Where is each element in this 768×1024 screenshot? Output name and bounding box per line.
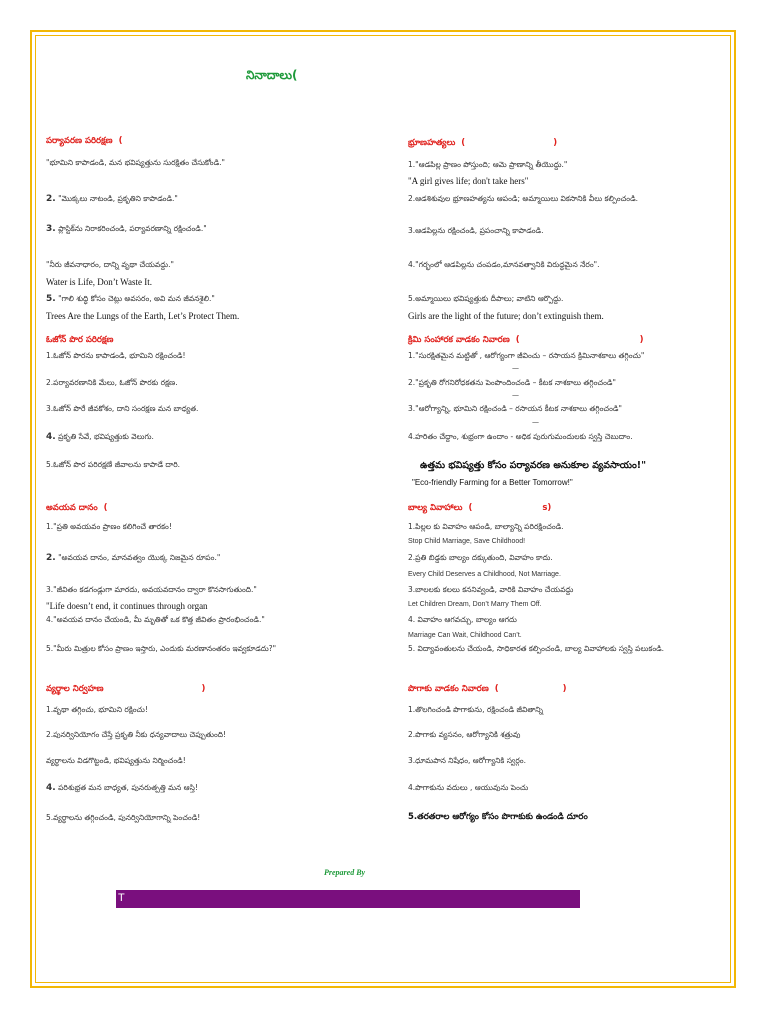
child-marriage-line-3: 3.బాలలకు కలలు కననివ్వండి, వారికి వివాహం చేయవద్దు — [408, 585, 574, 594]
child-marriage-line-5: 5. విద్యావంతులను చేయండి, సాధికారత కల్పించండి, బాల్య వివాహాలకు స్వస్తి పలుకండి. — [408, 644, 665, 653]
env-num-2: 2. — [46, 194, 56, 204]
organ-line-2 — [46, 553, 220, 563]
heading-text: పర్యావరణ పరిరక్షణ — [46, 136, 113, 146]
tobacco-line-5: 5.తరతరాల ఆరోగ్యం కోసం పొగాకుకు ఉండండి దూరం — [408, 812, 588, 822]
heading-paren-close: ) — [562, 684, 567, 694]
author-bar — [116, 890, 580, 908]
env-line-5 — [46, 294, 215, 304]
section-heading-tobacco — [408, 684, 567, 696]
foeticide-line-2: 2.ఆడశిశువుల భ్రూణహత్యను ఆపండి; అమ్మాయిలు వికసానికి వీలు కల్పించండి. — [408, 194, 639, 203]
tobacco-line-2: 2.పొగాకు వ్యసనం, ఆరోగ్యానికి శత్రువు — [408, 730, 521, 739]
heading-paren-close: s) — [542, 503, 552, 513]
env-num-5: 5. — [46, 294, 56, 304]
pesticide-line-2: 2."ప్రకృతి రోగనిరోధకతను పెంపొందించండి – కీటక నాశకాలు తగ్గించండి" — [408, 378, 616, 387]
heading-paren-close: ) — [639, 335, 644, 345]
organ-line-3: 3."జీవితం కడగండ్లుగా మారదు, అవయవదానం ద్వారా కొనసాగుతుంది." — [46, 585, 257, 594]
organ-english: "Life doesn’t end, it continues through organ — [46, 601, 208, 611]
ozone-line-5: 5.ఓజోన్ పొర పరిరక్షణే జీవాలను కాపాడే దారి. — [46, 460, 181, 469]
env-line-3 — [46, 224, 207, 234]
pesticide-slogan: ఉత్తమ భవిష్యత్తు కోసం పర్యావరణ అనుకూల వ్యవసాయం!" — [420, 460, 647, 471]
page-title: నినాదాలు( — [246, 68, 298, 82]
waste-num-4: 4. — [46, 783, 56, 793]
heading-paren-open: ( — [461, 138, 466, 148]
env-english-1: Water is Life, Don’t Waste It. — [46, 277, 152, 287]
heading-paren-open: ( — [494, 684, 499, 694]
pesticide-line-4: 4.హరితం చేద్దాం, శుభ్రంగా ఉందాం - అధిక పురుగుమందులకు స్వస్తి చెబుదాం. — [408, 432, 633, 441]
env-line-2-text: "మొక్కలు నాటండి, ప్రకృతిని కాపాడండి." — [58, 194, 178, 203]
env-line-1: "భూమిని కాపాడండి, మన భవిష్యత్తును సురక్షితం చేసుకోండి." — [46, 158, 225, 167]
section-heading-pesticide — [408, 335, 644, 347]
pesticide-line-3: 3."ఆరోగ్యాన్ని, భూమిని రక్షించండి – రసాయన కీటక నాశకాలు తగ్గించండి" — [408, 404, 622, 413]
author-bar-text: T — [118, 892, 125, 904]
ozone-line-3: 3.ఓజోన్ పొరే జీవకోశం, దాని సంరక్షణ మన బాధ్యత. — [46, 404, 199, 413]
organ-line-4: 4."అవయవ దానం చేయండి, మీ మృతితో ఒక కొత్త జీవితం ప్రారంభించండి." — [46, 615, 265, 624]
waste-line-5: 5.వ్యర్థాలను తగ్గించండి, పునర్వినియోగాన్ని పెంచండి! — [46, 813, 201, 822]
env-num-3: 3. — [46, 224, 56, 234]
organ-line-5: 5."మీరు మిత్రుల కోసం ప్రాణం ఇస్తారు, ఎందుకు మరణానంతరం ఇవ్వకూడదు?" — [46, 644, 277, 653]
child-marriage-line-1: 1.పిల్లల కు వివాహం ఆపండి, బాల్యాన్ని పరిరక్షించండి. — [408, 522, 564, 531]
foeticide-line-1: 1."ఆడపిల్ల ప్రాణం పోస్తుంది; ఆమె ప్రాణాన్ని తీయొద్దు." — [408, 160, 568, 169]
ozone-line-4 — [46, 432, 154, 442]
child-marriage-english-3: Let Children Dream, Don’t Marry Them Off. — [408, 601, 542, 608]
organ-line-1: 1."ప్రతి అవయవం ప్రాణం కలిగించే తారకం! — [46, 522, 172, 531]
tobacco-line-1: 1.తొలగించండి పొగాకును, రక్షించండి జీవితాన్ని — [408, 705, 544, 714]
heading-paren-open: ( — [468, 503, 473, 513]
env-line-5-text: "గాలి శుద్ధి కోసం చెట్లు అవసరం, అవి మన జీవనశైలి." — [58, 294, 215, 303]
env-line-4: "నీరు జీవనాధారం, దాన్ని వృథా చేయవద్దు." — [46, 260, 174, 269]
foeticide-english-1: "A girl gives life; don't take hers" — [408, 176, 529, 186]
waste-line-4-text: పరిశుభ్రత మన బాధ్యత, పునరుత్పత్తి మన ఆస్తి! — [58, 783, 198, 792]
section-heading-waste — [46, 684, 205, 696]
heading-paren-close: ) — [553, 138, 558, 148]
ozone-line-2: 2.పర్యావరణానికి మేలు, ఓజోన్ పొరకు రక్షణ. — [46, 378, 178, 387]
heading-paren-close: ) — [201, 684, 206, 694]
pesticide-slogan-english: "Eco-friendly Farming for a Better Tomorrow!" — [412, 478, 573, 487]
tobacco-line-4: 4.పొగాకును వదులు , ఆయువును పెంచు — [408, 783, 529, 792]
ozone-line-4-text: ప్రకృతి సేవే, భవిష్యత్తుకు వెలుగు. — [58, 432, 154, 441]
foeticide-english-2: Girls are the light of the future; don’t extinguish them. — [408, 311, 604, 321]
page-border-inner — [35, 35, 731, 983]
foeticide-line-5: 5.అమ్మాయిలు భవిష్యత్తుకు దీపాలు; వాటిని ఆర్పొద్దు. — [408, 294, 564, 303]
dash-mark: — — [532, 418, 539, 426]
heading-text: బాల్య వివాహాలు — [408, 503, 463, 513]
pesticide-line-1: 1."సురక్షితమైన మట్టితో , ఆరోగ్యంగా జీవించు – రసాయన క్రిమినాశకాలు తగ్గించు" — [408, 351, 645, 360]
waste-line-3: వ్యర్థాలను విడగొట్టండి, భవిష్యత్తును నిర్మించండి! — [46, 756, 186, 765]
waste-line-1: 1.వృథా తగ్గించు, భూమిని రక్షించు! — [46, 705, 148, 714]
organ-line-2-text: "అవయవ దానం, మానవత్వం యొక్క నిజమైన రూపం." — [58, 553, 221, 562]
env-line-2 — [46, 194, 178, 204]
child-marriage-english-2: Every Child Deserves a Childhood, Not Marriage. — [408, 571, 561, 578]
section-heading-foeticide — [408, 138, 557, 150]
heading-text: పొగాకు వాడకం నివారణ — [408, 684, 489, 694]
child-marriage-english-4: Marriage Can Wait, Childhood Can’t. — [408, 632, 522, 639]
heading-text: వ్యర్థాల నిర్వహణ — [46, 684, 104, 694]
dash-mark: — — [512, 391, 519, 399]
prepared-by-label: Prepared By — [324, 868, 366, 877]
env-english-2: Trees Are the Lungs of the Earth, Let’s Protect Them. — [46, 311, 240, 321]
section-heading-child-marriage — [408, 503, 551, 515]
heading-paren: ( — [103, 503, 108, 513]
foeticide-line-4: 4."గర్భంలో ఆడపిల్లను చంపడం,మానవత్వానికి విరుద్ధమైన నేరం". — [408, 260, 600, 269]
section-heading-environment — [46, 136, 122, 148]
dash-mark: — — [512, 364, 519, 372]
waste-line-2: 2.పునర్వినియోగం చేస్తే ప్రకృతి నీకు ధన్యవాదాలు చెప్పుతుంది! — [46, 730, 227, 739]
section-heading-ozone: ఓజోన్ పొర పరిరక్షణ — [46, 335, 114, 345]
heading-paren: ( — [118, 136, 123, 146]
env-line-3-text: ప్లాస్టిక్‌ను నిరాకరించండి, పర్యావరణాన్ని రక్షించండి." — [58, 224, 207, 233]
child-marriage-line-2: 2.ప్రతి బిడ్డకు బాల్యం దక్కుతుంది, వివాహం కాదు. — [408, 553, 553, 562]
tobacco-line-3: 3.ధూమపాన నిషేధం, ఆరోగ్యానికి స్వర్గం. — [408, 756, 526, 765]
section-heading-organ — [46, 503, 108, 515]
heading-text: అవయవ దానం — [46, 503, 98, 513]
child-marriage-line-4: 4. వివాహం ఆగవచ్చు, బాల్యం ఆగదు — [408, 615, 517, 624]
heading-text: క్రిమి సంహారక వాడకం నివారణ — [408, 335, 510, 345]
waste-line-4 — [46, 783, 198, 793]
foeticide-line-3: 3.ఆడపిల్లను రక్షించండి, ప్రపంచాన్ని కాపాడండి. — [408, 226, 544, 235]
heading-paren-open: ( — [515, 335, 520, 345]
ozone-line-1: 1.ఓజోన్ పొరను కాపాడండి, భూమిని రక్షించండి! — [46, 351, 186, 360]
organ-num-2: 2. — [46, 553, 56, 563]
child-marriage-english-1: Stop Child Marriage, Save Childhood! — [408, 538, 526, 545]
ozone-num-4: 4. — [46, 432, 56, 442]
heading-text: భ్రూణహత్యలు — [408, 138, 456, 148]
